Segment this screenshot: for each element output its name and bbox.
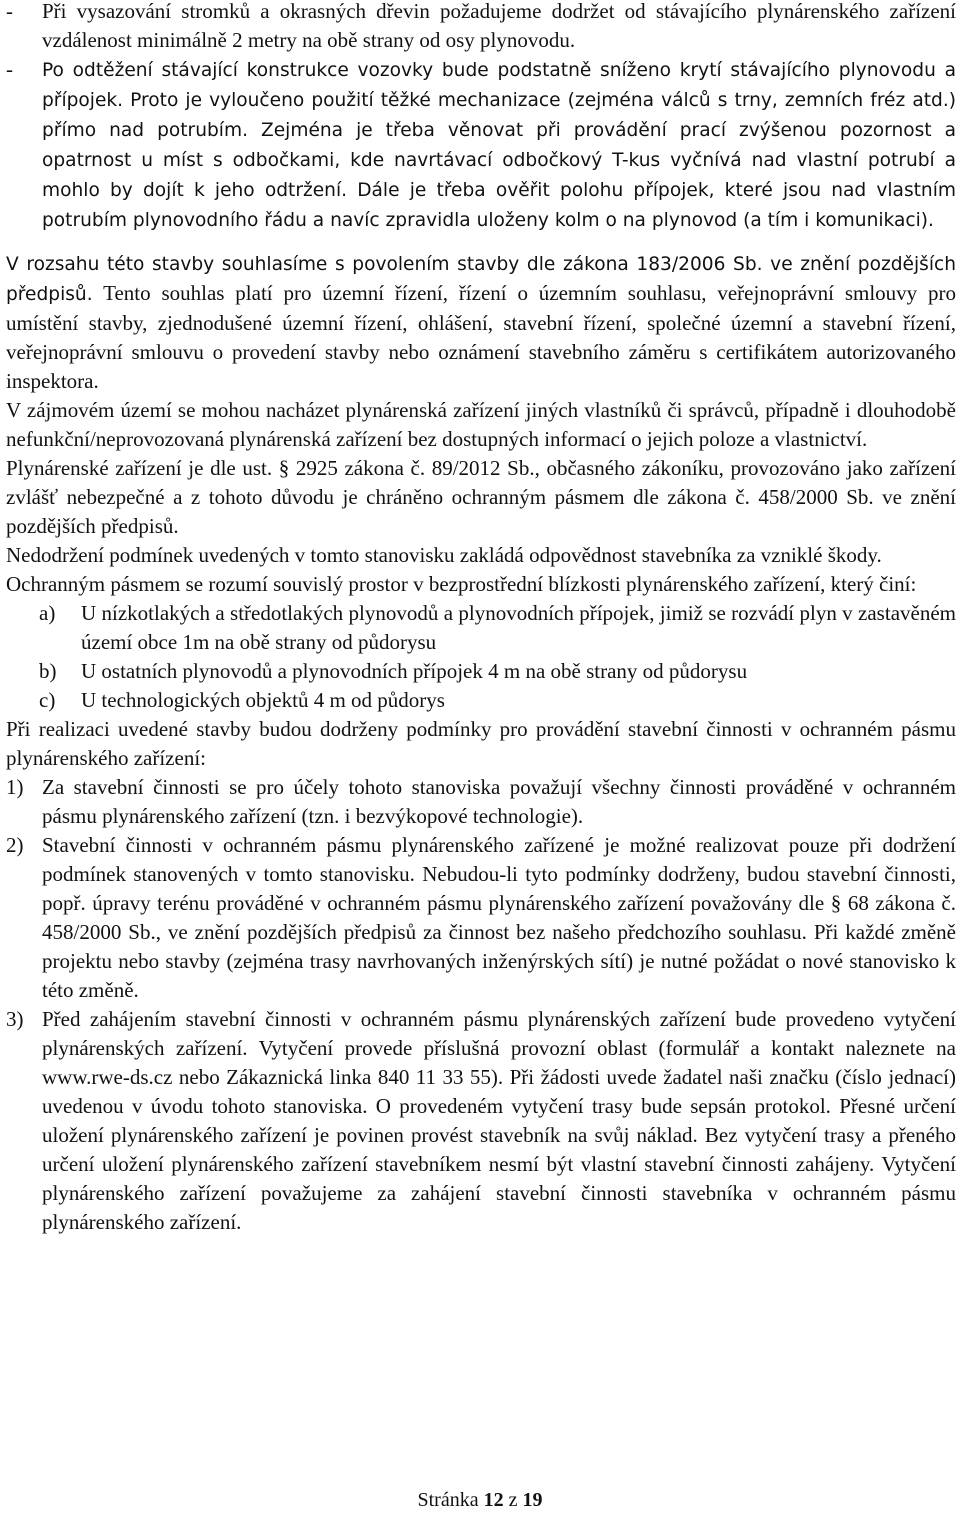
condition-item-marker: 2) bbox=[6, 833, 24, 857]
condition-item-text: Před zahájením stavební činnosti v ochranném pásmu plynárenských zařízení bude provedeno vytyčení plynárenských zařízení. Vytyčení provede příslušná provozní oblast (formulář a kontakt naleznete na www.rwe-ds.cz nebo Zákaznická linka 840 11 33 55). Při žádosti uvede žadatel naši značku (číslo jednací) uvedenou v úvodu tohoto stanoviska. O provedeném vytyčení trasy bude sepsán protokol. Přesné určení uložení plynárenského zařízení je povinen provést stavebník na svůj náklad. Bez vytyčení trasy a přeného určení uložení plynárenského zařízení stavebníkem nesmí být vlastní stavební činnosti zahájeny. Vytyčení plynárenského zařízení považujeme za zahájení stavební činnosti stavebníka v ochranném pásmu plynárenského zařízení. bbox=[42, 1007, 956, 1234]
zone-item-marker: c) bbox=[39, 688, 56, 712]
law-text-part2: 2925 zákona č. 89/2012 Sb. bbox=[289, 456, 535, 480]
protection-zone-intro: Ochranným pásmem se rozumí souvislý prostor v bezprostřední blízkosti plynárenského zařízení, který činí: bbox=[6, 572, 917, 596]
document-body bbox=[6, 0, 956, 1237]
dash-marker: - bbox=[6, 0, 13, 23]
dash-list-item bbox=[6, 55, 956, 235]
consent-text-part2: Tento souhlas platí pro územní řízení, řízení o územním souhlasu, veřejnoprávní smlouvy pro umístění stavby, zjednodušené územní řízení, ohlášení, stavební řízení, společné územní a stavební řízení, veřejnoprávní smlouvu o provedení stavby nebo oznámení stavebního záměru s certifikátem autorizovaného inspektora. bbox=[6, 281, 956, 393]
condition-list-item bbox=[6, 831, 956, 1005]
section-sign: § bbox=[278, 456, 290, 480]
current-page-number: 12 bbox=[483, 1489, 504, 1511]
total-page-count: 19 bbox=[522, 1489, 543, 1511]
footer-separator: z bbox=[503, 1489, 523, 1511]
zone-item-text: U ostatních plynovodů a plynovodních přípojek 4 m na obě strany od půdorysu bbox=[81, 659, 748, 683]
dash-item-text-part2: Zejména je třeba věnovat při provádění prací zvýšenou pozornost a opatrnost u míst s odbočkami, kde navrtávací odbočkový T-kus vyčnívá nad vlastní potrubí a mohlo by dojít k jeho odtržení. Dále je třeba ověřit polohu přípojek, které jsou nad vlastním potrubím plynovodního řádu a navíc zpravidla uloženy kolm o na plynovod (a tím i komunikaci). bbox=[42, 120, 956, 231]
condition-list-item bbox=[6, 1005, 956, 1237]
condition-item-marker: 3) bbox=[6, 1007, 24, 1031]
zone-item-marker: a) bbox=[39, 601, 56, 625]
section-sign: § bbox=[830, 891, 842, 915]
dash-list-item bbox=[6, 0, 956, 55]
law-paragraph bbox=[6, 454, 956, 541]
zone-list-item bbox=[6, 686, 956, 715]
dash-item-text bbox=[42, 55, 956, 235]
condition-list-item bbox=[6, 773, 956, 831]
consent-paragraph bbox=[6, 249, 956, 396]
dash-marker: - bbox=[6, 57, 13, 81]
condition-item-marker: 1) bbox=[6, 775, 24, 799]
dash-item-text-part1: Po odtěžení stávající konstrukce vozovky bude podstatně sníženo krytí stávajícího plynovodu a přípojek. Proto je vyloučeno použití těžké mechanizace (zejména válců s trny, zemních fréz atd.) přímo nad potrubím. bbox=[42, 60, 956, 141]
condition-item-text: Za stavební činnosti se pro účely tohoto stanoviska považují všechny činnosti prováděné v ochranném pásmu plynárenského zařízení (tzn. i bezvýkopové technologie). bbox=[42, 775, 956, 828]
zone-item-text: U nízkotlakých a středotlakých plynovodů a plynovodních přípojek, jimiž se rozvádí plyn v zastavěném území obce 1m na obě strany od půdorysu bbox=[81, 601, 956, 654]
zone-item-marker: b) bbox=[39, 659, 57, 683]
page-footer bbox=[0, 1488, 960, 1512]
condition-item-text bbox=[42, 831, 956, 1005]
law-text-part3: , občasného zákoníku, provozováno jako zařízení zvlášť nebezpečné a z tohoto důvodu je chráněno ochranným pásmem dle zákona č. 458/2000 Sb. ve znění pozdějších předpisů. bbox=[6, 456, 956, 538]
footer-prefix: Stránka bbox=[417, 1489, 484, 1511]
law-text-part1: Plynárenské zařízení je dle ust. bbox=[6, 456, 279, 480]
dash-item-text: Při vysazování stromků a okrasných dřevin požadujeme dodržet od stávajícího plynárenského zařízení vzdálenost minimálně 2 metry na obě strany od osy plynovodu. bbox=[42, 0, 956, 52]
other-owners-paragraph: V zájmovém území se mohou nacházet plynárenská zařízení jiných vlastníků či správců, případně i dlouhodobě nefunkční/neprovozovaná plynárenská zařízení bez dostupných informací o jejich poloze a vlastnictví. bbox=[6, 398, 956, 451]
zone-item-text: U technologických objektů 4 m od půdorys bbox=[81, 688, 445, 712]
zone-list-item bbox=[6, 599, 956, 657]
condition-text-part2: 68 zákona č. 458/2000 Sb., ve znění pozdějších předpisů za činnost bez našeho předchozího souhlasu. Při každé změně projektu nebo stavby (zejména trasy navrhovaných inženýrských sítí) je nutné požádat o nové stanovisko k této změně. bbox=[42, 891, 956, 1002]
liability-paragraph: Nedodržení podmínek uvedených v tomto stanovisku zakládá odpovědnost stavebníka za vzniklé škody. bbox=[6, 543, 882, 567]
consent-text-part1: V rozsahu této stavby souhlasíme s povolením stavby dle zákona 183/2006 Sb. ve znění pozdějších předpisů. bbox=[6, 254, 956, 305]
condition-text-part1: Stavební činnosti v ochranném pásmu plynárenského zařízené je možné realizovat pouze při dodržení podmínek stanovených v tomto stanovisku. Nebudou-li tyto podmínky dodrženy, budou stavební činnosti, popř. úpravy terénu prováděné v ochranném pásmu plynárenského zařízení považovány dle bbox=[42, 833, 956, 915]
conditions-intro: Při realizaci uvedené stavby budou dodrženy podmínky pro provádění stavební činnosti v ochranném pásmu plynárenského zařízení: bbox=[6, 717, 956, 770]
zone-list-item bbox=[6, 657, 956, 686]
